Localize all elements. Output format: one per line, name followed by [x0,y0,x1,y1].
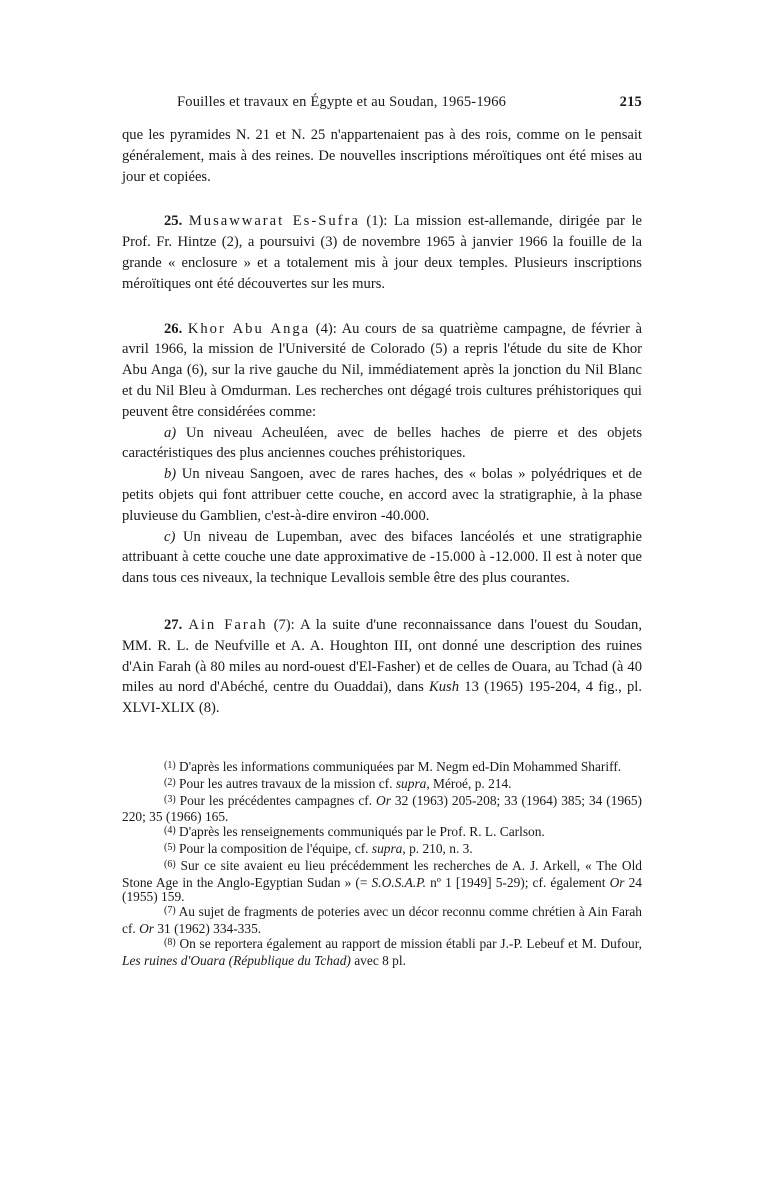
section-text: : A la suite d'une reconnaissance dans l'ouest du Soudan, MM. R. L. de Neufville et A. A. Houghton III, ont donné une description des ruines d'Ain Farah (à 80 miles au nord-ouest d'El-Fasher) et de celles de Ouara, au Tchad (à 40 miles au nord d'Abéché, centre du Ouaddai), dans [122,616,642,696]
footnote-text: supra [395,775,427,791]
main-text [122,125,642,719]
section-number: 27. [164,616,183,633]
footnote-ref: (7) [273,616,291,633]
section-name: Musawwarat Es-Sufra [188,213,360,230]
footnote [122,794,642,826]
footnote-text: Or [376,792,391,808]
footnote [122,825,642,842]
footnote [122,859,642,905]
footnote-text: Or [139,920,154,936]
footnote-mark: (3) [164,793,176,805]
footnote-mark: (1) [164,760,176,771]
section-name: Khor Abu Anga [187,320,311,337]
footnote-text: 24 (1955) 159. [122,874,642,905]
footnote-mark: (2) [164,776,176,788]
footnote-mark: (6) [164,858,176,870]
footnote-mark: (7) [164,905,176,917]
footnote-mark: (8) [164,936,176,948]
footnote-text: Or [609,874,625,890]
section-26 [122,319,642,423]
section-text: . [215,700,220,717]
footnote-text: nº 1 [1949] 5-29); cf. également [425,874,610,890]
footnote-text: avec 8 pl. [350,952,406,968]
footnote [122,937,642,969]
list-label: b) [164,466,177,483]
section-text: : La mission est-allemande, dirigée par le Prof. Fr. Hintze [122,213,642,251]
list-text: Un niveau Acheuléen, avec de belles haches de pierre et des objets caractéristiques des plus anciennes couches préhistoriques. [122,424,642,462]
footnote-text: Les ruines d'Ouara (République du Tchad) [122,952,351,968]
section-number: 25. [164,213,183,230]
section-name: Ain Farah [188,616,268,633]
section-text: de novembre 1965 à janvier 1966 la fouille de la grande « enclosure » et a totalement mis à jour deux temples. Plusieurs inscriptions méroïtiques ont été découvertes sur les murs. [122,234,642,292]
footnote-ref: (8) [198,700,216,717]
footnote-text: S.O.S.A.P. [371,874,426,890]
footnote-text: 31 (1962) 334-335. [154,920,262,936]
journal-title: Kush [429,679,460,696]
footnote-ref: (3) [320,234,338,251]
footnote-mark: (5) [164,841,176,853]
footnote [122,777,642,794]
intro-paragraph: que les pyramides N. 21 et N. 25 n'appartenaient pas à des rois, comme on le pensait généralement, mais à des reines. De nouvelles inscriptions méroïtiques ont été mises au jour et copiées. [122,127,642,185]
footnote [122,905,642,937]
footnote-text: Sur ce site avaient eu lieu précédemment les recherches de A. J. Arkell, « The Old Stone Age in the Anglo-Egyptian Sudan » (= [122,857,642,890]
footnote-text: Pour la composition de l'équipe, cf. [179,840,372,856]
list-item-c [122,527,642,589]
footnote-text: supra [371,840,403,856]
list-item-b [122,464,642,526]
footnote-ref: (2) [221,234,239,251]
list-text: Un niveau de Lupemban, avec des bifaces lancéolés et une stratigraphie attribuant à cette couche une date approximative de -15.000 à -12.000. Il est à noter que dans tous ces niveaux, la technique Levallois semble être des plus courantes. [122,528,642,587]
list-label: c) [164,528,176,545]
footnote-text: D'après les informations communiquées par M. Negm ed-Din Mohammed Shariff. [179,759,622,774]
footnote-text: , p. 210, n. 3. [402,840,473,856]
list-label: a) [164,424,177,441]
footnote-ref: (4) [315,320,333,337]
footnote-text: Pour les autres travaux de la mission cf. [179,775,396,791]
section-text: : Au cours de sa quatrième campagne, de février à avril 1966, la mission de l'Université de Colorado [122,320,642,358]
footnote-text: Pour les précédentes campagnes cf. [179,792,377,808]
section-text: 13 (1965) 195-204, 4 fig., pl. XLVI-XLIX [122,679,642,717]
list-item-a [122,423,642,465]
section-25 [122,211,642,294]
section-number: 26. [164,320,183,337]
footnote-ref: (6) [186,362,204,379]
footnotes [122,760,642,968]
footnote [122,760,642,777]
footnote-text: On se reportera également au rapport de mission établi par J.-P. Lebeuf et M. Dufour, [179,935,642,951]
footnote-text: D'après les renseignements communiqués par le Prof. R. L. Carlson. [179,824,545,840]
running-title: Fouilles et travaux en Égypte et au Soudan, 1965-1966 [177,94,507,110]
footnote [122,842,642,859]
footnote-text: Au sujet de fragments de poteries avec un décor reconnu comme chrétien à Ain Farah cf. [122,904,642,936]
list-text: Un niveau Sangoen, avec de rares haches, des « bolas » polyédriques et de petits objets qui font attribuer cette couche, en accord avec la stratigraphie, à la phase pluvieuse du Gamblien, c'est-à-dire environ -40.000. [122,466,642,524]
section-27 [122,615,642,719]
footnote-mark: (4) [164,825,176,837]
footnote-text: , Méroé, p. 214. [426,775,512,791]
section-text: , a poursuivi [238,234,315,251]
footnote-text: 32 (1963) 205-208; 33 (1964) 385; 34 (1965) 220; 35 (1966) 165. [122,792,642,825]
footnote-ref: (5) [430,341,448,358]
page-number: 215 [619,94,642,110]
section-text: a repris l'étude du site de Khor Abu Anga [122,341,642,379]
footnote-ref: (1) [366,213,384,230]
section-text: , sur la rive gauche du Nil, immédiatement après la jonction du Nil Blanc et du Nil Bleu à Omdurman. Les recherches ont dégagé trois cultures préhistoriques qui peuvent être considérées comme: [122,362,643,420]
